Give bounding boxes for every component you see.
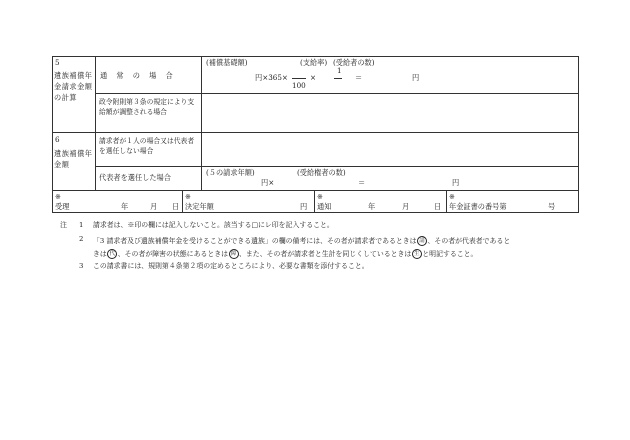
formula-header-count: (受給者の数)	[333, 58, 375, 67]
certificate-unit: 号	[548, 202, 556, 211]
notes-prefix: 注	[60, 221, 67, 229]
label-column-divider	[95, 56, 96, 190]
receipt-day: 日	[172, 202, 180, 211]
bottom-divider-2	[314, 190, 315, 213]
notice-month: 月	[402, 202, 410, 211]
section-separator-6-bottom	[52, 190, 579, 191]
note-2-line-2-c: 、また、その者が請求者と生計を同じくしているときは	[239, 250, 412, 258]
usual-case-label: 通 常 の 場 合	[100, 71, 174, 80]
circle-seikyu-icon: 請	[417, 236, 427, 246]
formula-line	[255, 74, 288, 81]
note-2-line-1-b: 、その者が代表者であると	[427, 237, 511, 245]
note-2-line-2-d: と明記すること。	[422, 250, 478, 258]
note-3-number: 3	[79, 262, 84, 270]
adjusted-case-label: 政令附則第３条の規定により支給額が調整される場合	[99, 98, 195, 116]
circle-seikei-icon: 生	[412, 249, 422, 259]
receipt-month: 月	[150, 202, 158, 211]
certificate-mark: ※	[449, 192, 456, 201]
bottom-divider-1	[182, 190, 183, 213]
note-2-number: 2	[79, 235, 84, 243]
representative-case-label: 代表者を選任した場合	[99, 173, 171, 182]
note-1-number: 1	[79, 221, 84, 229]
row5-split	[95, 93, 579, 94]
bottom-divider-3	[446, 190, 447, 213]
formula-times: ×	[310, 73, 317, 82]
note-2-line-2-a: きは	[93, 250, 107, 258]
notice-year: 年	[368, 202, 376, 211]
decided-amount-label: 決定年額	[185, 202, 214, 211]
receipt-label: 受理	[55, 202, 70, 211]
row6-header-annual: (５の請求年額)	[206, 168, 255, 177]
row6-formula-left: 円×	[261, 178, 275, 187]
content-column-divider	[201, 56, 202, 190]
decided-amount-unit: 円	[300, 202, 308, 211]
row6-formula-yen: 円	[452, 178, 460, 187]
notice-mark: ※	[317, 192, 324, 201]
formula-equals: ＝	[355, 73, 363, 82]
note-2-line-2-b: 、その者が障害の状態にあるときは	[117, 250, 229, 258]
row6-number: 6	[55, 135, 60, 144]
fraction-numerator: 1	[337, 66, 342, 75]
fraction-bar-count	[334, 78, 342, 79]
notice-label: 通知	[317, 202, 332, 211]
row6-label: 遺族補償年金額	[54, 149, 93, 170]
note-2-line-1-a: 「3 請求者及び遺族補償年金を受けることができる遺族」の欄の備考には、その者が請求者であるときは	[93, 237, 417, 245]
notice-day: 日	[434, 202, 442, 211]
receipt-year: 年	[121, 202, 129, 211]
formula-yen-multiplier: 円×365×	[255, 73, 288, 82]
note-3-text: この請求書には、規則第４条第２項の定めるところにより、必要な書類を添付すること。	[93, 262, 369, 270]
table-top-border	[52, 56, 579, 57]
row5-label: 遺族補償年金請求金額の計算	[54, 71, 93, 103]
table-bottom-border	[52, 212, 579, 213]
receipt-mark: ※	[55, 192, 62, 201]
row6-formula-eq: ＝	[358, 178, 366, 187]
row6-header-count: (受給権者の数)	[297, 168, 346, 177]
formula-header-base: (補償基礎額)	[206, 58, 248, 67]
single-case-label: 請求者が１人の場合又は代表者を選任しない場合	[99, 137, 195, 155]
circle-shogai-icon: 障	[229, 249, 239, 259]
row5-number: 5	[55, 58, 60, 67]
section-separator-5-6	[52, 132, 579, 133]
note-2-line-2	[93, 249, 477, 259]
formula-yen: 円	[412, 73, 420, 82]
note-1-text: 請求者は、※印の欄には記入しないこと。該当する□にレ印を記入すること。	[93, 221, 334, 229]
formula-header-rate: (支給率)	[300, 58, 328, 67]
circle-daihyo-icon: 代	[107, 249, 117, 259]
certificate-label: 年金証書の番号第	[449, 202, 507, 211]
fraction-bar-rate	[292, 78, 306, 79]
fraction-denominator: 100	[292, 81, 306, 90]
decided-mark: ※	[185, 192, 192, 201]
note-2-line-1	[93, 236, 510, 246]
row6-split	[95, 166, 579, 167]
